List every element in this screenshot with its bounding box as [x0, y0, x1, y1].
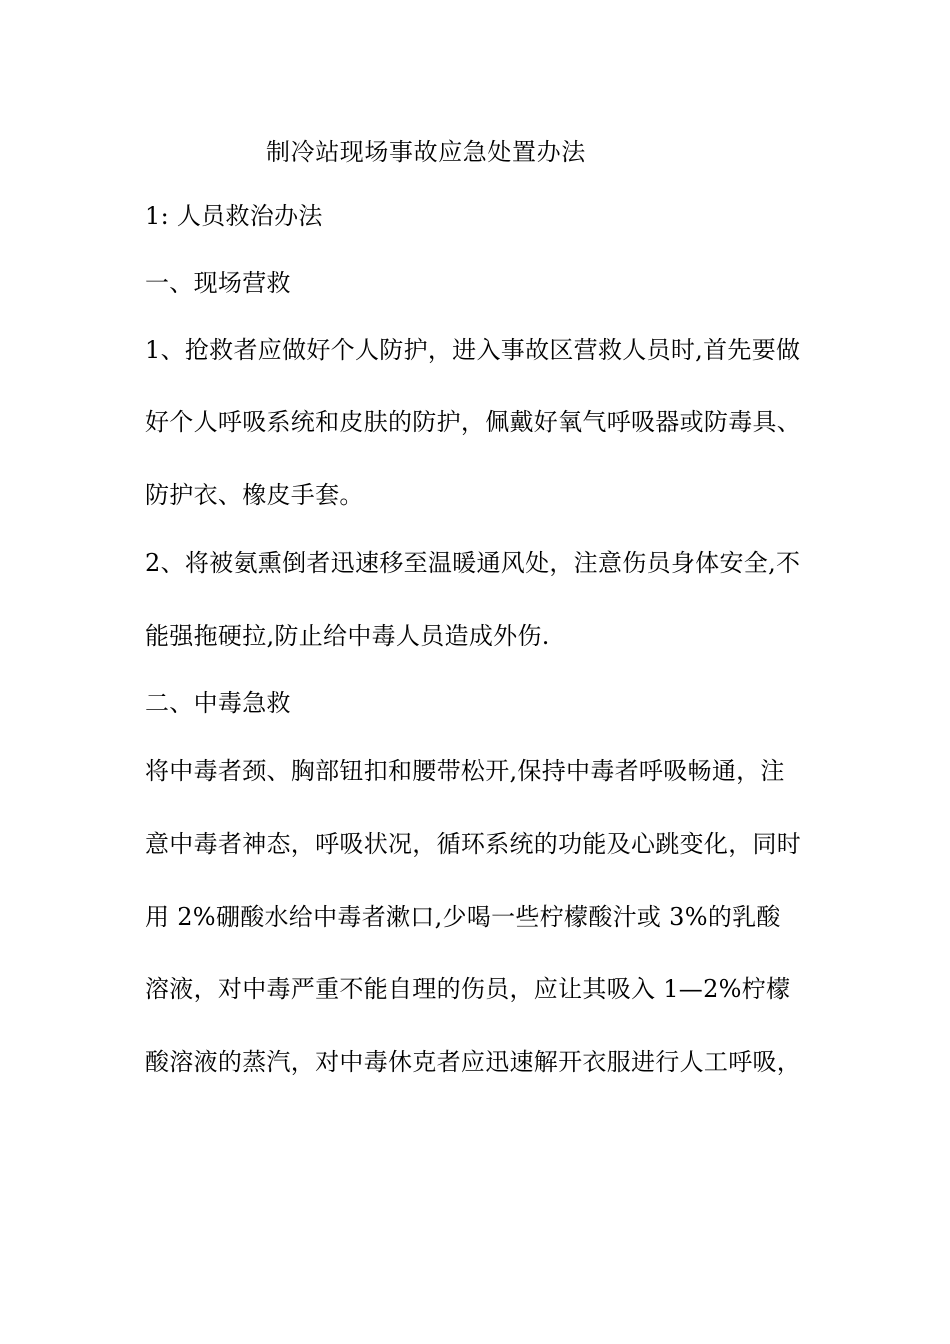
paragraph-line: 好个人呼吸系统和皮肤的防护，佩戴好氧气呼吸器或防毒具、 — [145, 408, 802, 436]
section-heading-personnel-rescue: 1: 人员救治办法 — [145, 202, 323, 230]
paragraph-line: 意中毒者神态，呼吸状况，循环系统的功能及心跳变化，同时 — [145, 830, 802, 858]
paragraph-line: 2、将被氨熏倒者迅速移至温暖通风处，注意伤员身体安全,不 — [145, 549, 801, 577]
subsection-heading-onsite-rescue: 一、现场营救 — [145, 269, 291, 297]
paragraph-line: 用 2%硼酸水给中毒者漱口,少喝一些柠檬酸汁或 3%的乳酸 — [145, 903, 781, 931]
paragraph-line: 溶液，对中毒严重不能自理的伤员，应让其吸入 1—2%柠檬 — [145, 975, 791, 1003]
paragraph-line: 防护衣、橡皮手套。 — [145, 481, 364, 509]
paragraph-line: 能强拖硬拉,防止给中毒人员造成外伤. — [145, 622, 550, 650]
paragraph-line: 将中毒者颈、胸部钮扣和腰带松开,保持中毒者呼吸畅通，注 — [145, 757, 785, 785]
paragraph-line: 1、抢救者应做好个人防护，进入事故区营救人员时,首先要做 — [145, 336, 801, 364]
subsection-heading-poisoning-first-aid: 二、中毒急救 — [145, 689, 291, 717]
paragraph-line: 酸溶液的蒸汽，对中毒休克者应迅速解开衣服进行人工呼吸， — [145, 1048, 802, 1076]
document-title: 制冷站现场事故应急处置办法 — [266, 138, 586, 166]
